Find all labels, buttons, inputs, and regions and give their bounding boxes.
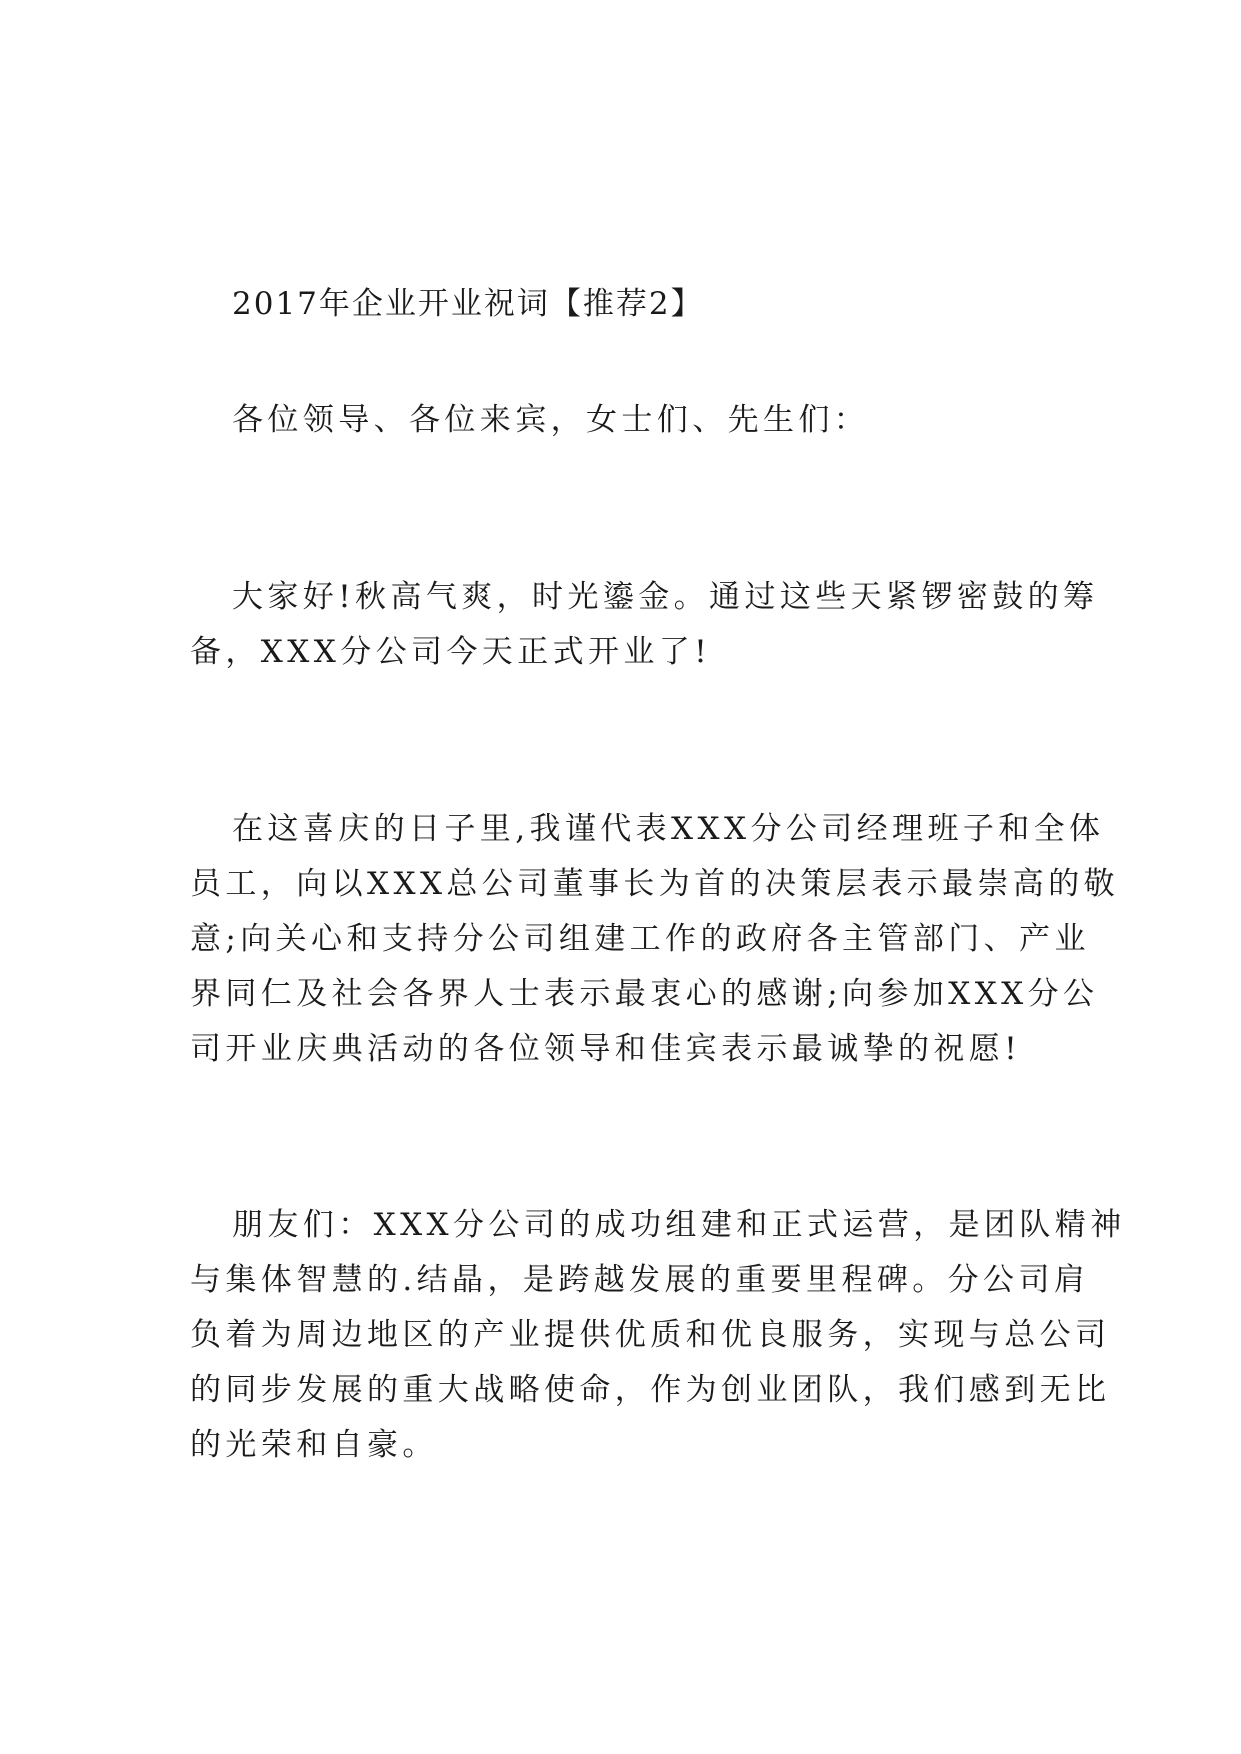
paragraph-line: 与集体智慧的.结晶，是跨越发展的重要里程碑。分公司肩 bbox=[190, 1262, 1090, 1298]
greeting-line: 各位领导、各位来宾，女士们、先生们： bbox=[232, 402, 870, 438]
paragraph-line: 朋友们：XXX分公司的成功组建和正式运营，是团队精神 bbox=[232, 1207, 1126, 1243]
paragraph-line: 意;向关心和支持分公司组建工作的政府各主管部门、产业 bbox=[190, 921, 1090, 957]
paragraph-line: 员工，向以XXX总公司董事长为首的决策层表示最崇高的敬 bbox=[190, 866, 1120, 902]
paragraph-line: 在这喜庆的日子里,我谨代表XXX分公司经理班子和全体 bbox=[232, 811, 1105, 847]
paragraph-line: 备，XXX分公司今天正式开业了! bbox=[190, 634, 712, 670]
document-title: 2017年企业开业祝词【推荐2】 bbox=[232, 286, 704, 322]
paragraph-line: 司开业庆典活动的各位领导和佳宾表示最诚挚的祝愿! bbox=[190, 1031, 1022, 1067]
paragraph-line: 负着为周边地区的产业提供优质和优良服务，实现与总公司 bbox=[190, 1317, 1111, 1353]
paragraph-line: 大家好!秋高气爽，时光鎏金。通过这些天紧锣密鼓的筹 bbox=[232, 579, 1099, 615]
paragraph-line: 的同步发展的重大战略使命，作为创业团队，我们感到无比 bbox=[190, 1372, 1111, 1408]
paragraph-line: 的光荣和自豪。 bbox=[190, 1427, 438, 1463]
paragraph-line: 界同仁及社会各界人士表示最衷心的感谢;向参加XXX分公 bbox=[190, 976, 1099, 1012]
